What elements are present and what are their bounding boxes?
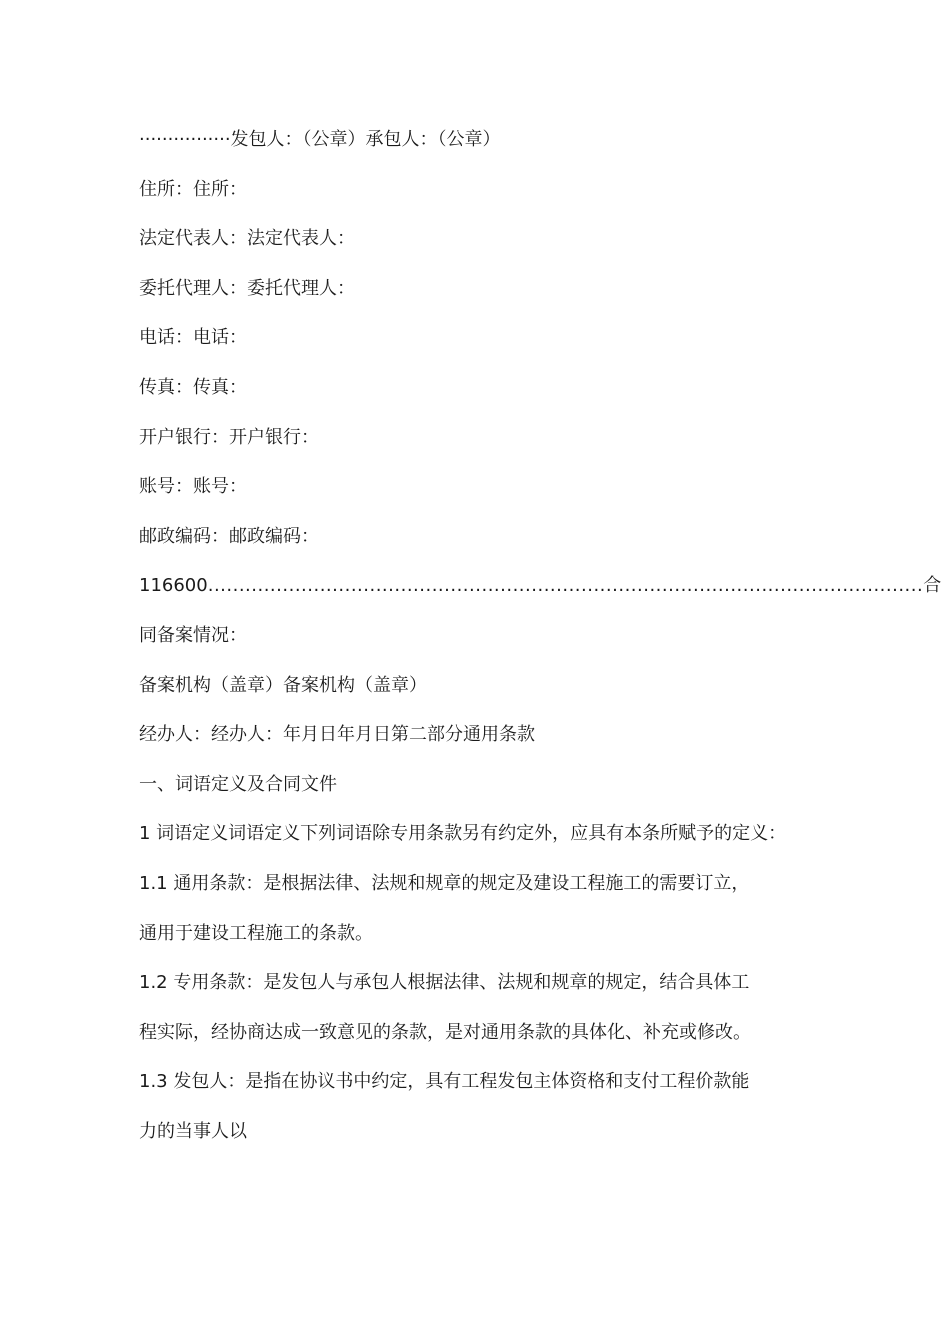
bank-line: 开户银行：开户银行： [139, 426, 319, 448]
authorized-agent-line: 委托代理人：委托代理人： [139, 277, 355, 299]
clause-1-1-line: 1.1 通用条款：是根据法律、法规和规章的规定及建设工程施工的需要订立， [139, 872, 750, 894]
fax-line: 传真：传真： [139, 376, 247, 398]
signature-header-line: ················发包人：（公章）承包人：（公章） [139, 129, 501, 150]
filing-status-line: 同备案情况： [139, 624, 247, 646]
filing-agency-line: 备案机构（盖章）备案机构（盖章） [139, 674, 427, 696]
postal-code-value-row [139, 574, 942, 598]
clause-1-3-line: 1.3 发包人：是指在协议书中约定，具有工程发包主体资格和支付工程价款能 [139, 1071, 750, 1093]
postal-code-value: 116600 [139, 575, 208, 597]
clause-1-1-cont-line: 通用于建设工程施工的条款。 [139, 922, 373, 944]
phone-line: 电话：电话： [139, 327, 247, 349]
postal-code-line: 邮政编码：邮政编码： [139, 525, 319, 547]
address-line: 住所：住所： [139, 178, 247, 200]
account-line: 账号：账号： [139, 476, 247, 498]
clause-1-2-cont-line: 程实际，经协商达成一致意见的条款，是对通用条款的具体化、补充或修改。 [139, 1021, 751, 1043]
document-page [139, 128, 942, 1169]
clause-1-3-cont-line: 力的当事人以 [139, 1120, 247, 1142]
handler-line: 经办人：经办人：年月日年月日第二部分通用条款 [139, 724, 535, 746]
clause-1-2-line: 1.2 专用条款：是发包人与承包人根据法律、法规和规章的规定，结合具体工 [139, 972, 750, 994]
clause-1-line: 1 词语定义词语定义下列词语除专用条款另有约定外，应具有本条所赋予的定义： [139, 823, 787, 845]
section-heading: 一、词语定义及合同文件 [139, 773, 337, 795]
trailing-char: 合 [923, 575, 942, 597]
dotted-leader: ................................................................................................................... [207, 575, 924, 597]
legal-representative-line: 法定代表人：法定代表人： [139, 228, 355, 250]
